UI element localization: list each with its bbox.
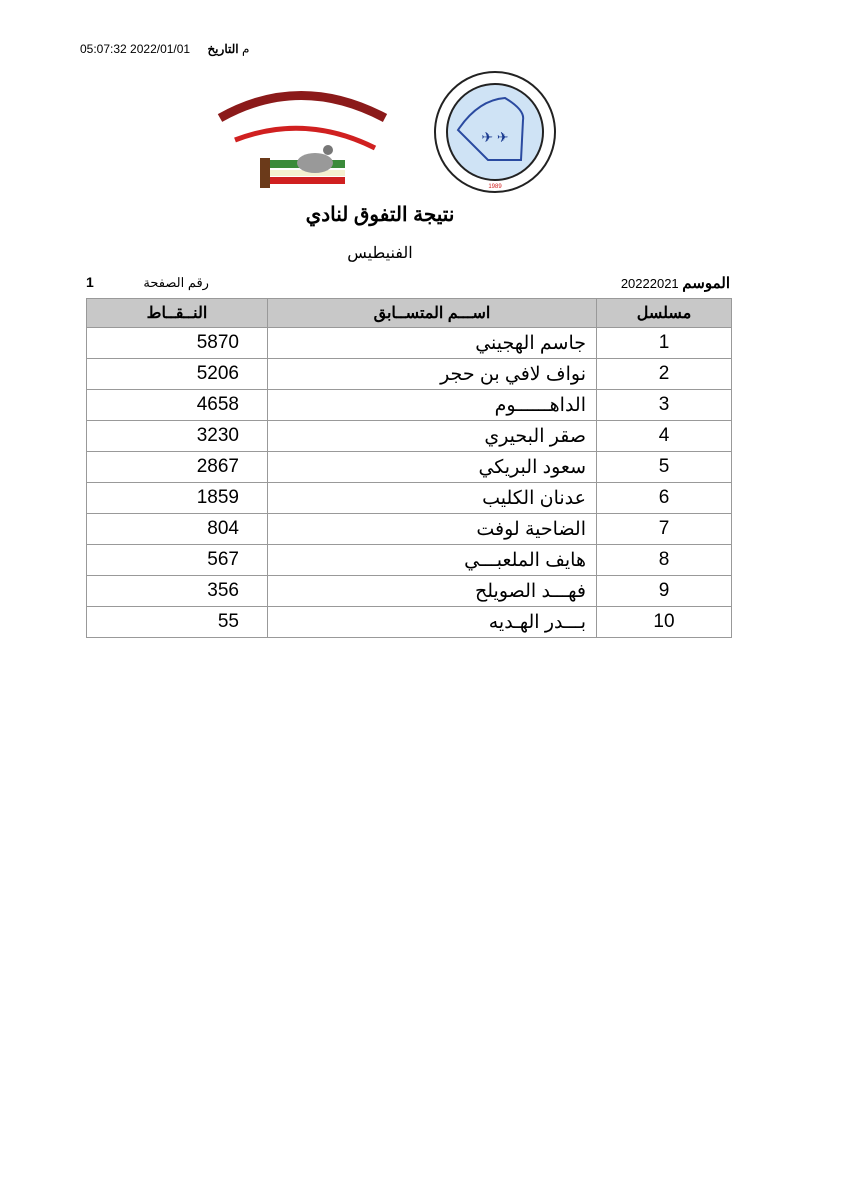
cell-serial: 5 — [597, 452, 732, 483]
cell-serial: 2 — [597, 359, 732, 390]
table-row — [87, 359, 732, 390]
cell-points: 567 — [87, 545, 268, 576]
table-row — [87, 452, 732, 483]
cell-serial: 4 — [597, 421, 732, 452]
cell-serial: 7 — [597, 514, 732, 545]
page-number-label: رقم الصفحة — [143, 275, 209, 290]
cell-serial: 8 — [597, 545, 732, 576]
cell-name: صقر البحيري — [268, 421, 597, 452]
cell-name: الضاحية لوفت — [268, 514, 597, 545]
cell-points: 55 — [87, 607, 268, 638]
cell-name: بـــدر الهـديه — [268, 607, 597, 638]
table-row — [87, 328, 732, 359]
report-title: نتيجة التفوق لنادي — [305, 204, 455, 226]
cell-name: الداهــــــوم — [268, 390, 597, 421]
header-serial: مسلسل — [597, 299, 732, 328]
cell-points: 5206 — [87, 359, 268, 390]
club-logo — [210, 78, 396, 190]
header-name: اســـم المتســابق — [268, 299, 597, 328]
cell-name: نواف لافي بن حجر — [268, 359, 597, 390]
print-date — [80, 42, 249, 56]
cell-name: عدنان الكليب — [268, 483, 597, 514]
season-value: 20222021 — [620, 276, 679, 291]
table-row — [87, 421, 732, 452]
club-name: الفنيطيس — [347, 245, 413, 262]
season — [621, 274, 730, 292]
date-value: 05:07:32 2022/01/01 م — [80, 42, 250, 56]
page-number-value: 1 — [86, 274, 94, 290]
cell-serial: 3 — [597, 390, 732, 421]
cell-name: جاسم الهجيني — [268, 328, 597, 359]
cell-serial: 1 — [597, 328, 732, 359]
svg-text:✈ ✈: ✈ ✈ — [481, 129, 509, 145]
header-points: النــقــاط — [87, 299, 268, 328]
cell-name: سعود البريكي — [268, 452, 597, 483]
date-label: التاريخ — [207, 42, 239, 56]
results-table — [86, 298, 732, 638]
table-row — [87, 483, 732, 514]
season-label: الموسم — [682, 275, 730, 292]
page-number — [86, 274, 209, 291]
table-row — [87, 576, 732, 607]
table-row — [87, 607, 732, 638]
table-row — [87, 390, 732, 421]
cell-points: 804 — [87, 514, 268, 545]
cell-serial: 10 — [597, 607, 732, 638]
cell-points: 3230 — [87, 421, 268, 452]
cell-points: 356 — [87, 576, 268, 607]
federation-logo — [433, 70, 557, 196]
table-row — [87, 545, 732, 576]
cell-points: 1859 — [87, 483, 268, 514]
cell-points: 4658 — [87, 390, 268, 421]
cell-name: هايف الملعبـــي — [268, 545, 597, 576]
table-row — [87, 514, 732, 545]
cell-name: فهـــد الصويلح — [268, 576, 597, 607]
cell-serial: 6 — [597, 483, 732, 514]
cell-points: 2867 — [87, 452, 268, 483]
cell-serial: 9 — [597, 576, 732, 607]
table-header-row — [87, 299, 732, 328]
cell-points: 5870 — [87, 328, 268, 359]
svg-text:1989: 1989 — [488, 184, 502, 190]
